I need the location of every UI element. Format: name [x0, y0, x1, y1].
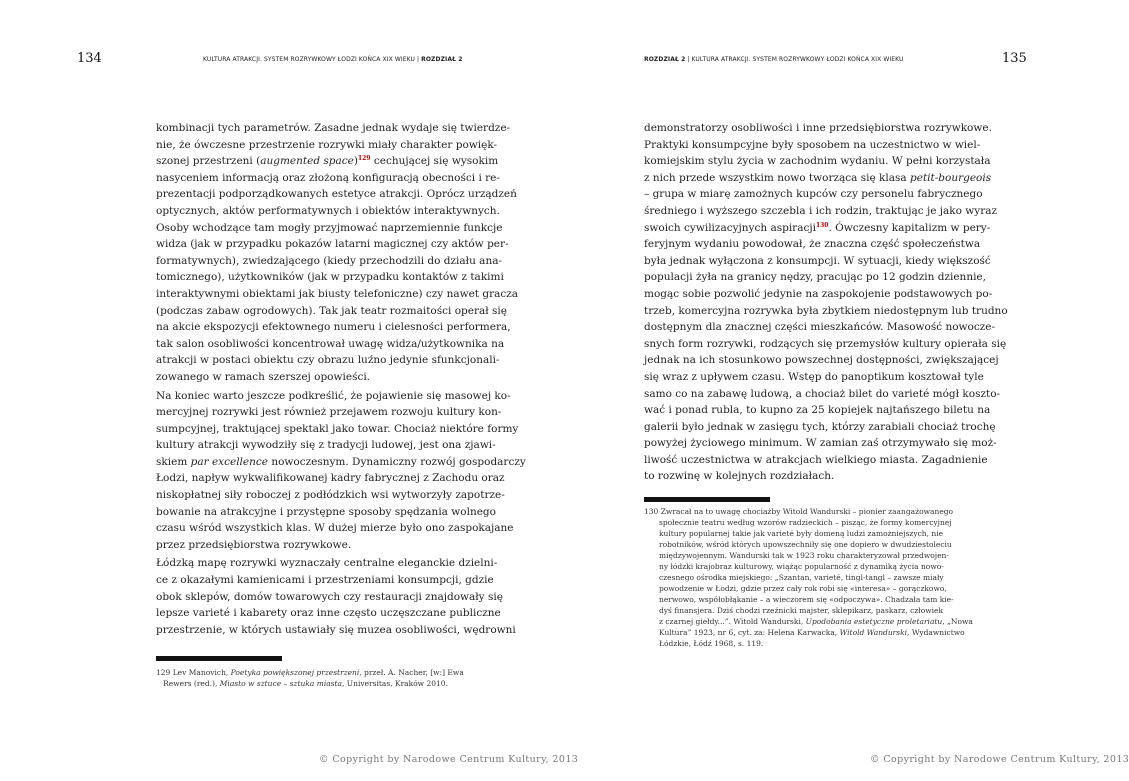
footnote-line: ny łódzki krajobraz kulturowy, wiążąc popularność z dynamiką życia nowo- — [659, 562, 944, 571]
footnote-line: społecznie teatru według wzorów radzieckich – pisząc, że formy komercyjnej — [659, 518, 952, 527]
running-head-chapter: ROZDZIAŁ 2 — [644, 56, 686, 63]
body-text — [156, 120, 526, 638]
footnote-line: międzywojennym. Wandurski tak w 1923 roku charakteryzował przedwojen- — [659, 551, 949, 560]
text-line: prezentacji podporządkowanych estetyce atrakcji. Oprócz urządzeń — [156, 188, 517, 201]
text-line: demonstratorzy osobliwości i inne przedsiębiorstwa rozrywkowe. — [644, 122, 992, 134]
text-line: (podczas zabaw ogrodowych). Tak jak teatr rozmaitości operał się — [156, 304, 507, 317]
text-line: Na koniec warto jeszcze podkreślić, że pojawienie się masowej ko- — [156, 389, 511, 402]
text-line: interaktywnymi obiektami jak biusty telefoniczne) czy nawet gracza — [156, 287, 519, 300]
text-line: skiem par excellence nowoczesnym. Dynamiczny rozwój gospodarczy — [156, 455, 526, 468]
text-line: wać i ponad rubla, to kupno za 25 kopiejek najtańszego biletu na — [644, 404, 991, 417]
text-line: nie, że ówczesne przestrzenie rozrywki miały charakter powięk- — [156, 138, 498, 151]
footnote-line: czesnego ośrodka miejskiego: „Szantan, varieté, tingl-tangl – zawsze miały — [659, 573, 944, 582]
text-line: obok sklepów, domów towarowych czy restauracji znajdowały się — [156, 590, 503, 603]
footnote-line: 129 Lev Manovich, Poetyka powiększonej przestrzeni, przeł. A. Nacher, [w:] Ewa — [156, 668, 464, 677]
text-line: – grupa w miarę zamożnych kupców czy personelu fabrycznego — [644, 188, 983, 201]
text-line: snych form rozrywki, rodzących się przemysłów kultury opierała się — [644, 337, 1007, 350]
footnote-line: dyś finansjera. Dziś chodzi rzeźnicki majster, sklepikarz, paskarz, człowiek — [659, 606, 944, 615]
text-line: przestrzenie, w których ustawiały się muzea osobliwości, wędrowni — [156, 623, 516, 636]
running-head — [203, 56, 463, 63]
text-line: z nich przede wszystkim nowo tworząca się klasa petit-bourgeois — [644, 171, 992, 184]
text-line: populacji żyła na granicy nędzy, pracując po 12 godzin dziennie, — [644, 271, 986, 284]
body-text — [644, 120, 1008, 485]
text-line: to rozwinę w kolejnych rozdziałach. — [644, 470, 835, 483]
footnote-line: nerwowo, współobłąkanie – a wieczorem się «odpoczywa». Chadzała tam kie- — [659, 595, 954, 604]
text-line: atrakcji w postaci obiektu czy obrazu luźno jedynie sfunkcjonali- — [156, 354, 500, 367]
text-line: bowanie na atrakcyjne i przystępne sposoby spędzania wolnego — [156, 505, 496, 518]
text-line: mogąc sobie pozwolić jedynie na zaspokojenie podstawowych po- — [644, 287, 993, 300]
copyright-notice: © Copyright by Narodowe Centrum Kultury, 2013 — [319, 754, 579, 765]
text-line: zowanego w ramach szerszej opowieści. — [156, 370, 371, 383]
text-line: tomicznego), użytkowników (jak w przypadku kontaktów z takimi — [156, 271, 504, 284]
footnote-ref: 129 — [357, 155, 371, 163]
page-number: 135 — [1002, 51, 1027, 66]
footnote-line: Rewers (red.), Miasto w sztuce – sztuka miasta, Universitas, Kraków 2010. — [163, 679, 448, 688]
page-number: 134 — [77, 51, 102, 66]
text-line: liwość uczestnictwa w atrakcjach wielkiego miasta. Zagadnienie — [644, 453, 988, 466]
text-line: formatywnych), zwiedzającego (kiedy przechodzili do działu ana- — [156, 254, 503, 267]
right-page — [550, 0, 1129, 781]
text-line: feryjnym wydaniu powodował, że znaczna część społeczeństwa — [644, 238, 981, 251]
footnote-divider — [156, 656, 282, 661]
footnote-line: robotników, wśród których upowszechniły się one dopiero w dwudziestoleciu — [659, 540, 952, 549]
text-line: się wraz z upływem czasu. Wstęp do panoptikum kosztował tyle — [644, 370, 984, 383]
text-line: mercyjnej rozrywki jest również przejawem rozwoju kultury kon- — [156, 406, 502, 419]
text-line: Praktyki konsumpcyjne były sposobem na uczestnictwo w wiel- — [644, 138, 981, 151]
footnote-line: powodzenie w Łodzi, gdzie przez cały rok robi się «interesa» – gorączkowo, — [659, 584, 947, 593]
text-line: kultury atrakcji wywodziły się z tradycji ludowej, jest ona zjawi- — [156, 439, 496, 452]
running-head-chapter: ROZDZIAŁ 2 — [421, 56, 463, 63]
text-line: optycznych, aktów performatywnych i obiektów interaktywnych. — [156, 204, 500, 217]
copyright-notice: © Copyright by Narodowe Centrum Kultury, 2013 — [870, 754, 1129, 765]
text-line: jednak na ich stosunkowo powszechnej dostępności, zwiększającej — [644, 354, 999, 367]
footnote-ref: 130 — [815, 221, 829, 229]
text-line: galerii było jednak w zasięgu tych, którzy zarabiali chociaż trochę — [644, 420, 996, 433]
text-line: średniego i wyższego szczebla i ich rodzin, traktując je jako wyraz — [644, 204, 998, 217]
footnote-line: Kultura” 1923, nr 6, cyt. za: Helena Karwacka, Witold Wandurski, Wydawnictwo — [659, 628, 965, 637]
text-line: przez przedsiębiorstwa rozrywkowe. — [156, 538, 352, 551]
text-line: Łódzką mapę rozrywki wyznaczały centralne eleganckie dzielni- — [156, 557, 498, 570]
text-line: sumpcyjnej, traktującej spektakl jako towar. Chociaż niektóre formy — [156, 422, 519, 435]
footnote — [644, 506, 973, 649]
footnote — [156, 667, 464, 689]
text-line: kombinacji tych parametrów. Zasadne jednak wydaje się twierdze- — [156, 122, 511, 134]
text-line: swoich cywilizacyjnych aspiracji$^{130}$. Ówczesny kapitalizm w pery- — [644, 221, 991, 234]
text-line: trzeb, komercyjna rozrywka była zbytkiem niedostępnym lub trudno — [644, 304, 1008, 317]
running-head-title: | KULTURA ATRAKCJI. SYSTEM ROZRYWKOWY ŁODZI KOŃCA XIX WIEKU — [685, 56, 904, 63]
footnote-divider — [644, 497, 770, 502]
running-head — [644, 56, 904, 63]
running-head-title: KULTURA ATRAKCJI. SYSTEM ROZRYWKOWY ŁODZI KOŃCA XIX WIEKU | — [203, 56, 422, 63]
text-line: komiejskim stylu życia w zachodnim wydaniu. W pełni korzystała — [644, 155, 991, 168]
text-line: nasyceniem informacją oraz złożoną konfiguracją obecności i re- — [156, 171, 500, 184]
footnote-line: 130 Zwracał na to uwagę chociażby Witold Wandurski – pionier zaangażowanego — [644, 507, 954, 516]
text-line: niskopłatnej siły roboczej z podłódzkich wsi wytworzyły zapotrze- — [156, 489, 505, 502]
footnote-line: kultury popularnej takie jak varieté były domeną ludzi zamożniejszych, nie — [659, 529, 944, 538]
text-line: dostępnym dla znacznej części mieszkańców. Masowość nowocze- — [644, 321, 996, 334]
text-line: Łodzi, napływ wykwalifikowanej kadry fabrycznej z Zachodu oraz — [156, 472, 505, 485]
text-line: czasu wśród wszystkich klas. W dużej mierze było ono zaspokajane — [156, 522, 514, 535]
text-line: na akcie ekspozycji efektownego numeru i cielesności performera, — [156, 321, 511, 334]
text-line: tak salon osobliwości koncentrował uwagę widza/użytkownika na — [156, 337, 505, 350]
text-line: szonej przestrzeni (augmented space)$^{129}$ cechującej się wysokim — [156, 155, 499, 168]
text-line: samo co na zabawę ludową, a chociaż bilet do varieté mógł koszto- — [644, 387, 1001, 400]
text-line: powyżej życiowego minimum. W zamian zaś otrzymywało się moż- — [644, 437, 997, 450]
footnote-line: z czarnej giełdy...”. Witold Wandurski, Upodobania estetyczne proletariatu, „Nowa — [659, 617, 973, 626]
footnote-line: Łódzkie, Łódź 1968, s. 119. — [659, 639, 764, 648]
text-line: ce z okazałymi kamienicami i przestrzeniami konsumpcji, gdzie — [156, 574, 494, 587]
text-line: lepsze varieté i kabarety oraz inne często uczęszczane publiczne — [156, 607, 501, 620]
text-line: Osoby wchodzące tam mogły przyjmować naprzemiennie funkcje — [156, 221, 503, 234]
text-line: widza (jak w przypadku pokazów latarni magicznej czy aktów per- — [156, 238, 509, 251]
text-line: była jednak wyłączona z konsumpcji. W sytuacji, kiedy większość — [644, 254, 991, 267]
